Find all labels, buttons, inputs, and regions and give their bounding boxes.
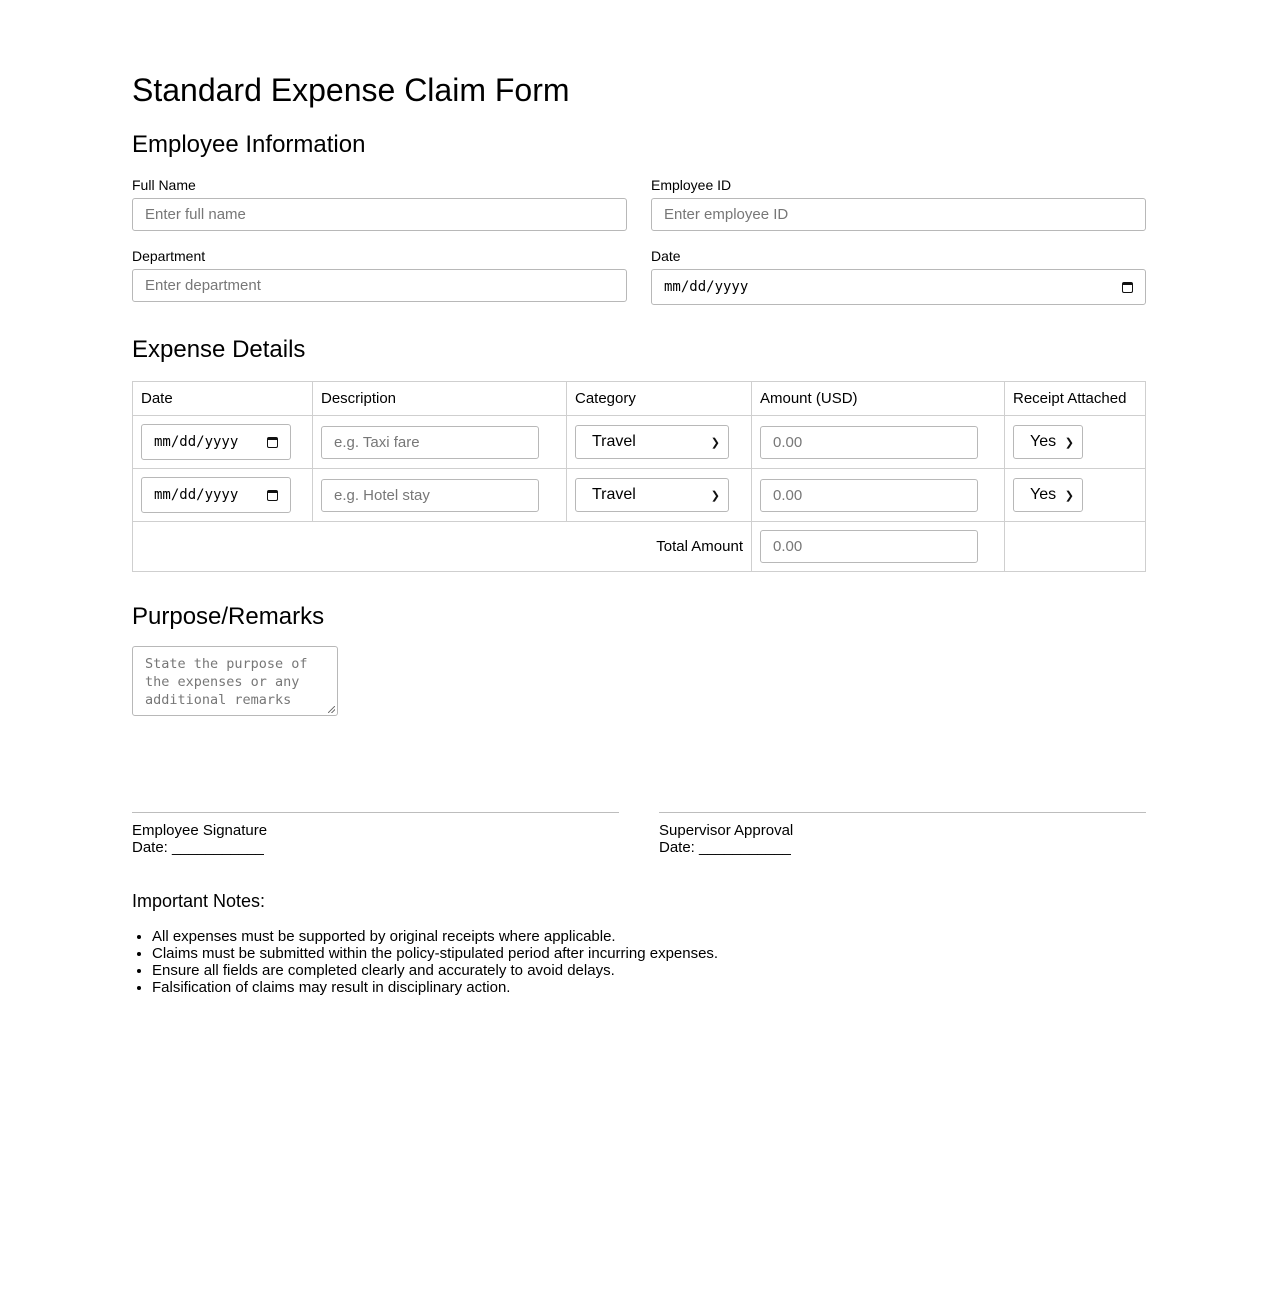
- list-item: • Ensure all fields are completed clearly and accurately to avoid delays.: [152, 962, 1146, 979]
- row2-receipt-value: Yes: [1030, 486, 1057, 503]
- row1-receipt-value: Yes: [1030, 433, 1057, 450]
- calendar-icon[interactable]: [1122, 282, 1133, 293]
- row1-description-placeholder: e.g. Taxi fare: [334, 433, 420, 451]
- total-amount-input[interactable]: [760, 530, 978, 563]
- notes-list: [132, 928, 1146, 996]
- department-placeholder: Enter department: [145, 277, 261, 294]
- employee-section: [132, 130, 1146, 321]
- purpose-placeholder-line: State the purpose of: [145, 656, 308, 672]
- row1-category-select[interactable]: [575, 425, 729, 459]
- table-row: [133, 416, 1146, 469]
- employee-signature-block: [132, 812, 619, 856]
- employee-signature-date: Date: ___________: [132, 839, 264, 856]
- col-receipt: Receipt Attached: [1005, 382, 1146, 416]
- row2-category-select[interactable]: [575, 478, 729, 512]
- employee-id-input[interactable]: [651, 198, 1146, 231]
- full-name-input[interactable]: [132, 198, 627, 231]
- chevron-down-icon: ❯: [710, 489, 720, 502]
- chevron-down-icon: ❯: [710, 436, 720, 449]
- purpose-textarea[interactable]: [132, 646, 338, 716]
- department-label: Department: [132, 248, 206, 264]
- row1-receipt-select[interactable]: [1013, 425, 1083, 459]
- list-item: • Claims must be submitted within the policy-stipulated period after incurring expenses.: [152, 945, 1146, 962]
- col-category: Category: [567, 382, 752, 416]
- total-empty-cell: [1005, 522, 1146, 572]
- chevron-down-icon: ❯: [1064, 489, 1074, 502]
- department-input[interactable]: [132, 269, 627, 302]
- expense-table: [132, 381, 1146, 572]
- purpose-heading: Purpose/Remarks: [132, 603, 325, 630]
- purpose-section: [132, 602, 1146, 716]
- row1-category-value: Travel: [592, 433, 636, 450]
- employee-signature-label: Employee Signature: [132, 822, 268, 839]
- expense-heading: Expense Details: [132, 336, 306, 363]
- row2-amount-placeholder: 0.00: [773, 486, 803, 504]
- full-name-label: Full Name: [132, 177, 196, 193]
- expense-section: [132, 335, 1146, 572]
- date-placeholder: mm/dd/yyyy: [664, 279, 749, 295]
- date-field: [651, 247, 1146, 305]
- resize-handle-icon[interactable]: [328, 706, 335, 713]
- total-row: [133, 522, 1146, 572]
- col-amount: Amount (USD): [752, 382, 1005, 416]
- row1-date-input[interactable]: [141, 424, 291, 460]
- chevron-down-icon: ❯: [1064, 436, 1074, 449]
- employee-id-field: [651, 176, 1146, 231]
- supervisor-approval-date: Date: ___________: [659, 839, 791, 856]
- department-field: [132, 247, 627, 305]
- list-item: • Falsification of claims may result in disciplinary action.: [152, 979, 1146, 996]
- full-name-placeholder: Enter full name: [145, 206, 246, 223]
- table-header-row: [133, 382, 1146, 416]
- table-row: [133, 469, 1146, 522]
- row2-description-placeholder: e.g. Hotel stay: [334, 486, 430, 504]
- row2-amount-input[interactable]: [760, 479, 978, 512]
- signature-section: [132, 812, 1146, 856]
- employee-id-label: Employee ID: [651, 177, 732, 193]
- supervisor-approval-block: [659, 812, 1146, 856]
- row1-description-input[interactable]: [321, 426, 539, 459]
- col-description: Description: [313, 382, 567, 416]
- row2-date-placeholder: mm/dd/yyyy: [154, 487, 239, 503]
- row2-category-value: Travel: [592, 486, 636, 503]
- row2-receipt-select[interactable]: [1013, 478, 1083, 512]
- total-label: Total Amount: [133, 522, 752, 572]
- supervisor-approval-label: Supervisor Approval: [659, 822, 794, 839]
- full-name-field: [132, 176, 627, 231]
- row2-description-input[interactable]: [321, 479, 539, 512]
- row1-date-placeholder: mm/dd/yyyy: [154, 434, 239, 450]
- date-input[interactable]: [651, 269, 1146, 305]
- row2-date-input[interactable]: [141, 477, 291, 513]
- purpose-placeholder-line: the expenses or any: [145, 674, 300, 690]
- employee-id-placeholder: Enter employee ID: [664, 206, 789, 223]
- calendar-icon[interactable]: [267, 490, 278, 501]
- col-date: Date: [133, 382, 313, 416]
- total-amount-placeholder: 0.00: [773, 538, 803, 555]
- list-item: • All expenses must be supported by original receipts where applicable.: [152, 928, 1146, 945]
- calendar-icon[interactable]: [267, 437, 278, 448]
- date-label: Date: [651, 248, 681, 264]
- notes-heading: Important Notes:: [132, 891, 266, 911]
- page-title: Standard Expense Claim Form: [132, 72, 570, 108]
- employee-heading: Employee Information: [132, 131, 366, 158]
- row1-amount-input[interactable]: [760, 426, 978, 459]
- row1-amount-placeholder: 0.00: [773, 433, 803, 451]
- expense-form: [132, 0, 1146, 996]
- purpose-placeholder-line: additional remarks: [145, 692, 292, 708]
- notes-section: [132, 890, 1146, 996]
